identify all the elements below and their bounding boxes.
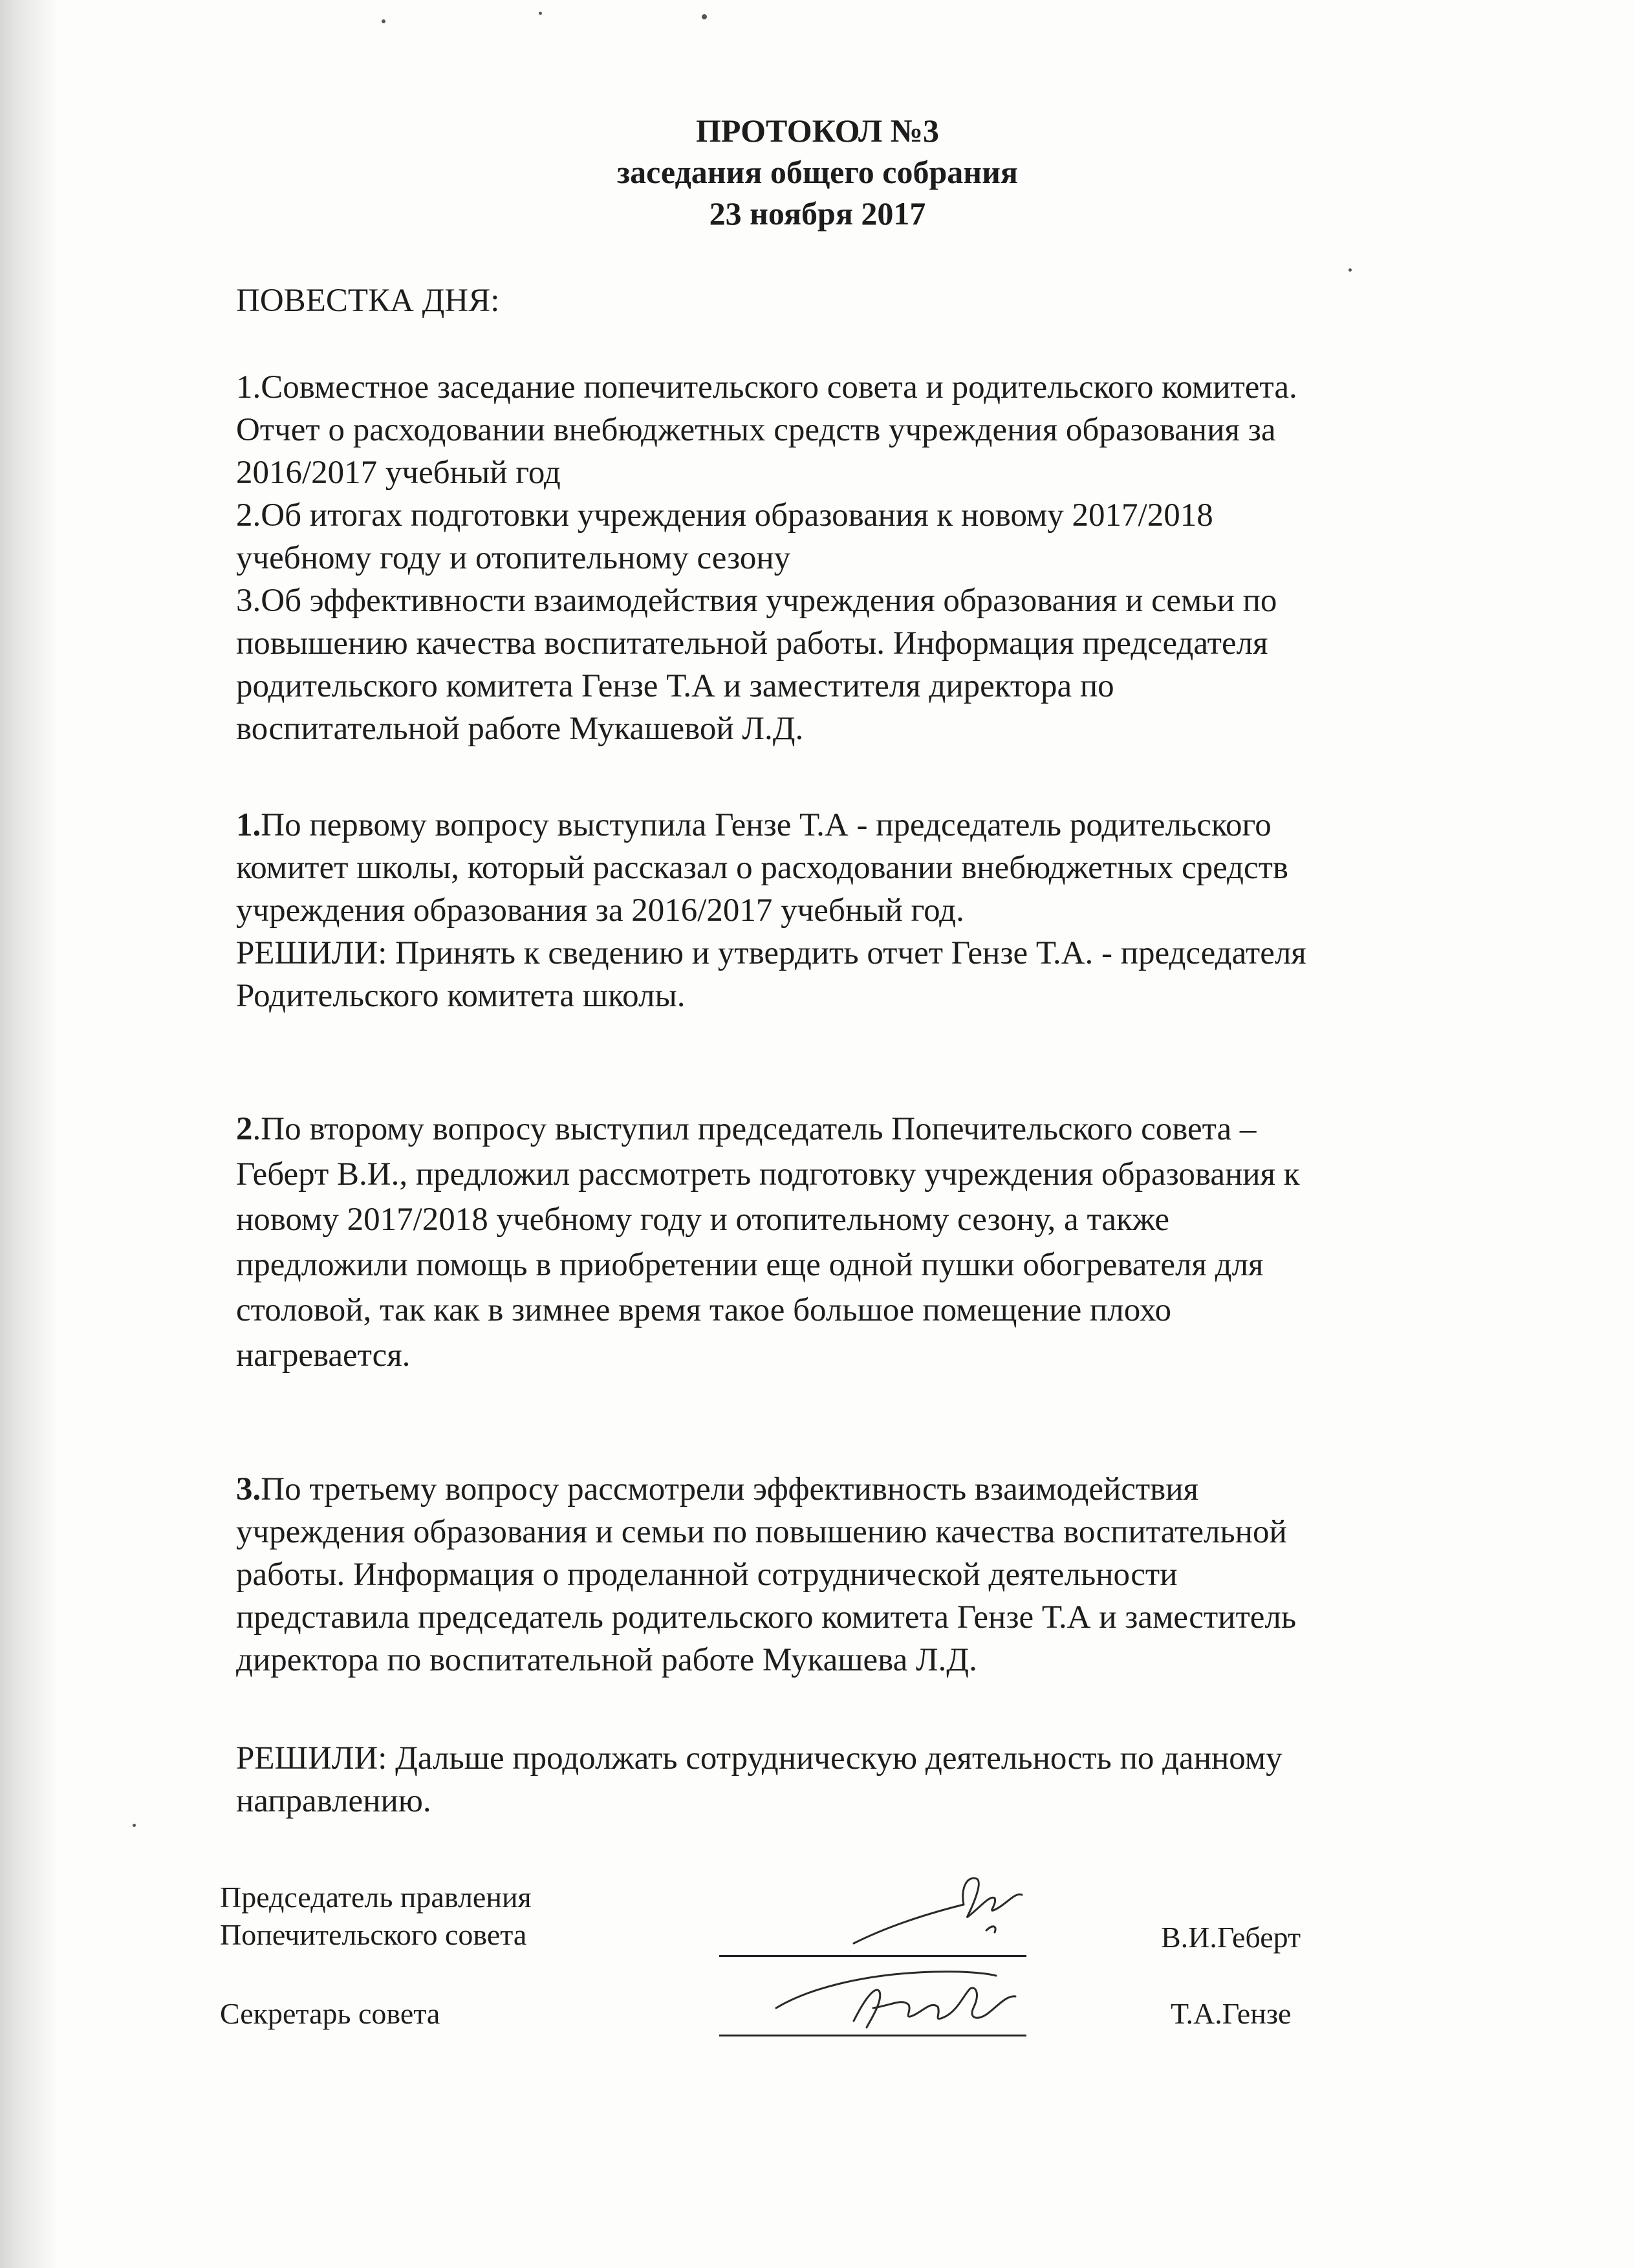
agenda-line: учебному году и отопительному сезону bbox=[236, 540, 791, 576]
question-3-section bbox=[236, 1468, 1497, 1681]
question-3-number: 3. bbox=[236, 1471, 261, 1507]
secretary-name: Т.А.Гензе bbox=[1171, 1997, 1292, 2030]
document-title: ПРОТОКОЛ №3 bbox=[695, 113, 940, 149]
question-2-line: нагревается. bbox=[236, 1337, 411, 1374]
question-2-section bbox=[236, 1107, 1497, 1378]
secretary-handwritten-signature bbox=[763, 1950, 1074, 2047]
question-1-decision: Родительского комитета школы. bbox=[236, 978, 686, 1014]
question-2-number: 2 bbox=[236, 1111, 253, 1147]
scan-speck bbox=[539, 12, 542, 15]
question-3-line: представила председатель родительского комитета Гензе Т.А и заместитель bbox=[236, 1599, 1297, 1636]
agenda-line: родительского комитета Гензе Т.А и заместителя директора по bbox=[236, 668, 1114, 704]
question-2-line: предложили помощь в приобретении еще одной пушки обогревателя для bbox=[236, 1247, 1264, 1283]
agenda-line: воспитательной работе Мукашевой Л.Д. bbox=[236, 711, 804, 747]
agenda-line: Отчет о расходовании внебюджетных средств учреждения образования за bbox=[236, 412, 1276, 448]
agenda-line: 2016/2017 учебный год bbox=[236, 455, 561, 491]
secretary-label: Секретарь совета bbox=[220, 1997, 440, 2030]
document-subtitle: заседания общего собрания bbox=[617, 154, 1018, 190]
question-2-line: Геберт В.И., предложил рассмотреть подготовку учреждения образования к bbox=[236, 1156, 1300, 1193]
question-3-decision bbox=[236, 1737, 1497, 1822]
question-3-line: директора по воспитательной работе Мукашева Л.Д. bbox=[236, 1642, 977, 1678]
decision-line: направлению. bbox=[236, 1783, 431, 1819]
question-1-section bbox=[236, 804, 1497, 1017]
agenda-line: 3.Об эффективности взаимодействия учреждения образования и семьи по bbox=[236, 583, 1277, 619]
question-2-line: столовой, так как в зимнее время такое большое помещение плохо bbox=[236, 1292, 1172, 1328]
document-date: 23 ноября 2017 bbox=[709, 195, 926, 232]
agenda-line: 2.Об итогах подготовки учреждения образования к новому 2017/2018 bbox=[236, 497, 1213, 534]
agenda-line: повышению качества воспитательной работы. Информация председателя bbox=[236, 625, 1268, 662]
chair-label: Председатель правления Попечительского совета bbox=[220, 1881, 532, 1951]
question-2-line: новому 2017/2018 учебному году и отопительному сезону, а также bbox=[236, 1202, 1169, 1238]
question-2-line: 2.По второму вопросу выступил председатель Попечительского совета – bbox=[236, 1111, 1257, 1147]
question-1-line: учреждения образования за 2016/2017 учебный год. bbox=[236, 892, 964, 929]
scan-speck bbox=[382, 19, 385, 23]
decision-line: РЕШИЛИ: Дальше продолжать сотрудническую деятельность по данному bbox=[236, 1740, 1283, 1777]
scan-speck bbox=[1348, 268, 1352, 272]
question-3-line: 3.По третьему вопросу рассмотрели эффективность взаимодействия bbox=[236, 1471, 1199, 1507]
agenda-line: 1.Совместное заседание попечительского совета и родительского комитета. bbox=[236, 369, 1297, 405]
question-1-number: 1. bbox=[236, 807, 261, 843]
question-3-line: учреждения образования и семьи по повышению качества воспитательной bbox=[236, 1514, 1287, 1550]
agenda-list bbox=[236, 366, 1497, 750]
scan-speck bbox=[133, 1824, 136, 1827]
question-1-line: 1.По первому вопросу выступила Гензе Т.А - председатель родительского bbox=[236, 807, 1272, 843]
scan-speck bbox=[702, 14, 707, 19]
question-3-line: работы. Информация о проделанной сотруднической деятельности bbox=[236, 1557, 1178, 1593]
question-1-line: комитет школы, который рассказал о расходовании внебюджетных средств bbox=[236, 850, 1288, 886]
scan-edge-artifact bbox=[0, 0, 58, 2268]
question-1-decision: РЕШИЛИ: Принять к сведению и утвердить отчет Гензе Т.А. - председателя bbox=[236, 935, 1306, 971]
chair-name: В.И.Геберт bbox=[1161, 1921, 1301, 1954]
document-header bbox=[0, 110, 1635, 234]
agenda-heading: ПОВЕСТКА ДНЯ: bbox=[236, 283, 500, 319]
